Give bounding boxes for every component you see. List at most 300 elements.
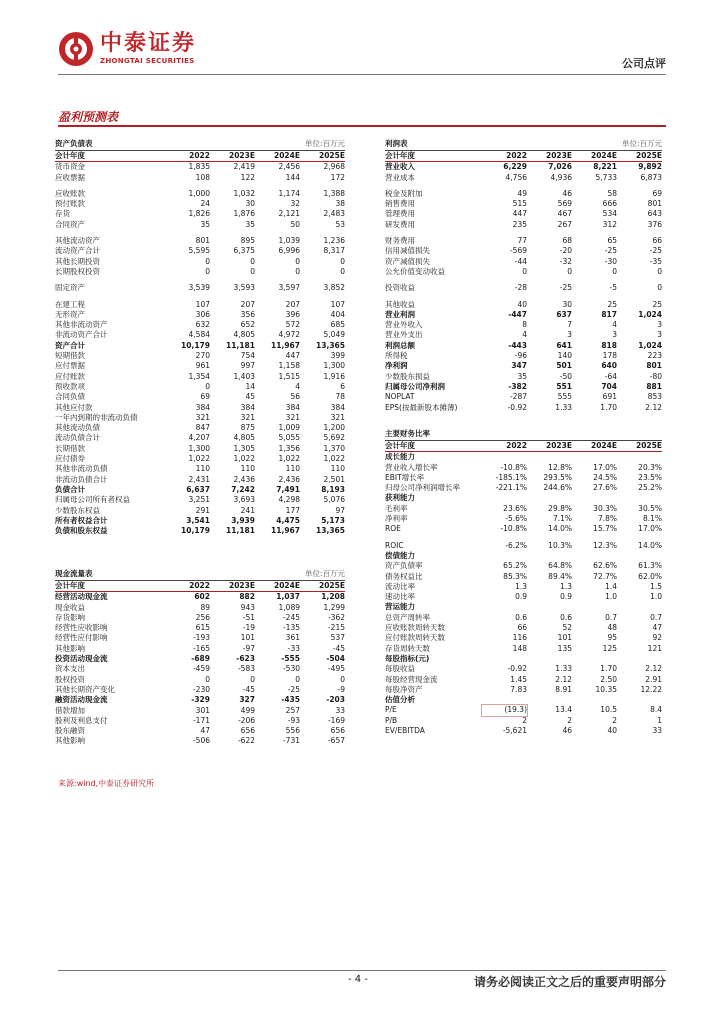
row-value: -504 xyxy=(326,654,345,664)
row-value: 361 xyxy=(285,633,300,643)
table-row xyxy=(55,695,345,705)
row-value: -495 xyxy=(327,664,345,674)
row-value: 3 xyxy=(567,330,572,340)
row-label: 营业收入 xyxy=(385,162,415,172)
row-value: 2,456 xyxy=(278,162,300,172)
row-value: -193 xyxy=(192,633,210,643)
row-label: 其他流动负债 xyxy=(55,423,100,433)
table-row xyxy=(55,623,345,633)
row-value: 997 xyxy=(240,361,255,371)
row-value xyxy=(572,695,617,705)
row-label: 流动比率 xyxy=(385,581,415,591)
row-value: 50 xyxy=(290,219,300,229)
row-value: 1,388 xyxy=(323,188,345,198)
table-row xyxy=(55,633,345,643)
table-row xyxy=(55,592,345,602)
table-row xyxy=(385,173,662,183)
row-label: 股东融资 xyxy=(55,726,85,736)
row-value: 5,173 xyxy=(321,515,345,525)
row-value: -5.6% xyxy=(505,514,527,524)
table-title: 现金流量表 xyxy=(55,569,93,578)
table-row xyxy=(55,726,345,736)
row-value: 602 xyxy=(194,592,210,602)
table-unit: 单位:百万元 xyxy=(304,569,345,578)
row-value: 499 xyxy=(240,705,255,715)
row-label: ROE xyxy=(385,524,401,534)
row-label: 公允价值变动收益 xyxy=(385,266,445,276)
row-value xyxy=(572,654,617,664)
year-header-label: 会计年度 xyxy=(55,581,85,590)
row-value: 321 xyxy=(240,412,255,422)
row-value: 1,032 xyxy=(233,188,255,198)
row-value: 2,431 xyxy=(188,474,210,484)
table-row xyxy=(55,464,345,474)
row-value: 23.6% xyxy=(503,503,527,513)
row-value xyxy=(572,602,617,612)
row-value: 33 xyxy=(652,726,662,736)
row-value: 1,300 xyxy=(188,443,210,453)
row-value: 0.7 xyxy=(650,612,662,622)
row-value: -33 xyxy=(287,643,300,653)
row-value: 3,852 xyxy=(323,283,345,293)
row-value: 244.6% xyxy=(543,483,572,493)
row-value: 356 xyxy=(240,309,255,319)
row-value: 818 xyxy=(601,340,617,350)
row-value: 78 xyxy=(335,392,345,402)
table-row xyxy=(385,463,662,473)
table-row xyxy=(385,623,662,633)
row-value: 6,229 xyxy=(503,162,527,172)
row-value: 207 xyxy=(285,299,300,309)
row-value: 2 xyxy=(567,715,572,725)
row-value: 4 xyxy=(522,330,527,340)
table-row xyxy=(385,551,662,561)
row-label: 应收账款周转天数 xyxy=(385,623,445,633)
row-value: 4 xyxy=(612,320,617,330)
row-value: 17.0% xyxy=(593,462,617,472)
row-value: 4,207 xyxy=(188,433,210,443)
row-value: 35 xyxy=(517,371,527,381)
row-value: 875 xyxy=(240,423,255,433)
year-header-1: 2023E xyxy=(546,151,572,160)
table-title-bar xyxy=(55,568,345,581)
row-value: 321 xyxy=(195,412,210,422)
table-row xyxy=(55,246,345,256)
row-value: 1,208 xyxy=(321,592,345,602)
row-value: 49 xyxy=(517,188,527,198)
row-value: -97 xyxy=(242,643,255,653)
table-row xyxy=(385,561,662,571)
table-row xyxy=(385,330,662,340)
row-value: -45 xyxy=(242,684,255,694)
year-header-label: 会计年度 xyxy=(385,441,415,450)
row-value: 8.1% xyxy=(642,514,662,524)
table-title: 主要财务比率 xyxy=(385,429,430,438)
row-value: 2,968 xyxy=(323,162,345,172)
row-value: 2.91 xyxy=(645,674,662,684)
row-value: 53 xyxy=(335,219,345,229)
row-value: 13,365 xyxy=(316,526,345,536)
row-value: 291 xyxy=(195,505,210,515)
row-label: 应收票据 xyxy=(55,172,85,182)
income-statement-table xyxy=(385,138,662,413)
row-value: 3,693 xyxy=(233,495,255,505)
row-value: 3,593 xyxy=(233,283,255,293)
row-value: -245 xyxy=(282,612,300,622)
table-row xyxy=(385,257,662,267)
row-value: 943 xyxy=(240,602,255,612)
row-value: 11,181 xyxy=(226,526,255,536)
table-row xyxy=(385,644,662,654)
row-value: 556 xyxy=(285,726,300,736)
row-value: 643 xyxy=(647,209,662,219)
table-row xyxy=(385,382,662,392)
row-value: 321 xyxy=(330,412,345,422)
table-row xyxy=(385,246,662,256)
row-value: 1,024 xyxy=(638,309,662,319)
row-label: EV/EBITDA xyxy=(385,726,425,736)
row-value: 637 xyxy=(556,309,572,319)
row-label: 其他收益 xyxy=(385,299,415,309)
year-header-2: 2024E xyxy=(591,441,617,450)
table-row xyxy=(55,603,345,613)
row-value: 3 xyxy=(657,320,662,330)
row-value: 0 xyxy=(205,256,210,266)
table-row xyxy=(55,423,345,433)
table-row xyxy=(55,283,345,293)
table-row xyxy=(385,514,662,524)
table-row xyxy=(385,664,662,674)
row-label: 偿债能力 xyxy=(385,550,415,560)
table-row xyxy=(385,602,662,612)
row-value: 515 xyxy=(512,199,527,209)
row-value: 46 xyxy=(562,726,572,736)
row-value: 2.12 xyxy=(645,664,662,674)
row-value: 1,158 xyxy=(278,361,300,371)
row-label: P/E xyxy=(385,705,397,715)
row-value: 2,436 xyxy=(233,474,255,484)
row-value: -459 xyxy=(192,664,210,674)
row-label: 营运能力 xyxy=(385,602,415,612)
row-label: 其他影响 xyxy=(55,736,85,746)
row-value: 1,515 xyxy=(278,371,300,381)
row-value: 11,967 xyxy=(271,526,300,536)
pe-highlight-value: (19.3) xyxy=(482,705,527,715)
row-value: 376 xyxy=(647,219,662,229)
row-value: -30 xyxy=(604,256,617,266)
row-value: -25 xyxy=(604,246,617,256)
row-value: 312 xyxy=(602,219,617,229)
header-divider xyxy=(58,74,666,75)
row-value: 1,022 xyxy=(188,454,210,464)
row-value: -9 xyxy=(337,684,345,694)
row-value: 0 xyxy=(657,283,662,293)
row-value: 1,022 xyxy=(278,454,300,464)
row-value: 6,873 xyxy=(640,172,662,182)
table-row xyxy=(385,300,662,310)
row-value: 58 xyxy=(607,188,617,198)
row-value: 89.4% xyxy=(548,571,572,581)
row-value: 30.5% xyxy=(638,503,662,513)
row-value xyxy=(527,654,572,664)
row-value: -287 xyxy=(509,392,527,402)
row-value: 177 xyxy=(285,505,300,515)
row-value: 5,076 xyxy=(323,495,345,505)
row-value: 0.7 xyxy=(605,612,617,622)
row-value: 12.8% xyxy=(548,462,572,472)
row-value: 7.83 xyxy=(510,684,527,694)
row-value: 4,805 xyxy=(233,433,255,443)
table-title-bar xyxy=(55,138,345,151)
row-value: 10.3% xyxy=(548,540,572,550)
row-value: 399 xyxy=(330,351,345,361)
table-row xyxy=(55,162,345,172)
year-header-2: 2024E xyxy=(274,151,300,160)
row-value: 27.6% xyxy=(593,483,617,493)
row-label: 研发费用 xyxy=(385,219,415,229)
row-value: 101 xyxy=(240,633,255,643)
row-label: 债务权益比 xyxy=(385,571,423,581)
row-label: 毛利率 xyxy=(385,503,408,513)
row-label: 净利润 xyxy=(385,361,408,371)
row-value: 1,835 xyxy=(188,162,210,172)
year-header-0: 2022 xyxy=(506,151,527,160)
row-label: 应收账款 xyxy=(55,188,85,198)
row-value: 0 xyxy=(567,266,572,276)
row-value xyxy=(572,551,617,561)
row-value: 5,055 xyxy=(278,433,300,443)
row-value: 7 xyxy=(567,320,572,330)
row-value: 108 xyxy=(195,172,210,182)
row-value: -25 xyxy=(649,246,662,256)
row-value: -45 xyxy=(332,643,345,653)
row-value: 1,000 xyxy=(188,188,210,198)
row-value: 0.6 xyxy=(560,612,572,622)
row-value: 5,692 xyxy=(323,433,345,443)
row-value: -51 xyxy=(242,612,255,622)
year-header-label: 会计年度 xyxy=(55,151,85,160)
row-value: -135 xyxy=(282,623,300,633)
table-row xyxy=(385,654,662,664)
row-value: 69 xyxy=(652,188,662,198)
logo-english-name: ZHONGTAI SECURITIES xyxy=(100,57,195,65)
row-value: 555 xyxy=(557,392,572,402)
year-header-3: 2025E xyxy=(636,441,662,450)
row-value: 1,299 xyxy=(323,602,345,612)
row-label: 流动资产合计 xyxy=(55,246,100,256)
document-type: 公司点评 xyxy=(622,57,666,70)
row-value: -28 xyxy=(514,283,527,293)
row-value: 10,179 xyxy=(181,340,210,350)
row-value: 384 xyxy=(240,402,255,412)
row-label: 其他非流动负债 xyxy=(55,464,108,474)
row-value: 241 xyxy=(240,505,255,515)
row-value: 0 xyxy=(250,674,255,684)
row-label: 营业收入增长率 xyxy=(385,462,438,472)
table-row xyxy=(55,351,345,361)
row-value: 882 xyxy=(239,592,255,602)
row-value: 2.12 xyxy=(645,402,662,412)
row-value: 1,009 xyxy=(278,423,300,433)
row-label: 无形资产 xyxy=(55,309,85,319)
row-value: 1,305 xyxy=(233,443,255,453)
row-label: 其他长期资产变化 xyxy=(55,684,115,694)
row-value: -169 xyxy=(327,715,345,725)
row-value: 33 xyxy=(335,705,345,715)
row-label: 应付票据 xyxy=(55,361,85,371)
row-value: 0 xyxy=(295,256,300,266)
row-value: -215 xyxy=(327,623,345,633)
row-value: 140 xyxy=(557,351,572,361)
row-value: 1,037 xyxy=(276,592,300,602)
row-value: 4,475 xyxy=(276,515,300,525)
row-value: 13.4 xyxy=(555,705,572,715)
row-value: 3,539 xyxy=(188,283,210,293)
year-header-row xyxy=(385,441,662,452)
row-value: 32 xyxy=(290,199,300,209)
financial-ratios-table xyxy=(385,428,662,736)
row-value: -206 xyxy=(237,715,255,725)
row-value: 0 xyxy=(250,256,255,266)
row-value: 301 xyxy=(195,705,210,715)
row-label: 一年内到期的非流动负债 xyxy=(55,412,138,422)
row-value: 895 xyxy=(240,236,255,246)
row-value: 7.8% xyxy=(597,514,617,524)
row-value: 0.9 xyxy=(515,592,527,602)
logo-chinese-name: 中泰证券 xyxy=(100,31,197,56)
row-value: 10.35 xyxy=(595,684,617,694)
table-row xyxy=(385,209,662,219)
table-row xyxy=(55,526,345,536)
row-value: 46 xyxy=(562,188,572,198)
table-row xyxy=(55,267,345,277)
row-value: 666 xyxy=(602,199,617,209)
row-value xyxy=(527,452,572,462)
row-label: 成长能力 xyxy=(385,452,415,462)
row-label: NOPLAT xyxy=(385,392,415,402)
table-row xyxy=(55,433,345,443)
row-value: 1,370 xyxy=(323,443,345,453)
row-value: 101 xyxy=(557,633,572,643)
row-label: 在建工程 xyxy=(55,299,85,309)
row-label: 财务费用 xyxy=(385,236,415,246)
row-value: -230 xyxy=(192,684,210,694)
row-value: 2.50 xyxy=(600,674,617,684)
row-value: 47 xyxy=(652,623,662,633)
row-value xyxy=(482,602,527,612)
row-value: 537 xyxy=(330,633,345,643)
row-value: 4,584 xyxy=(188,330,210,340)
table-row xyxy=(385,199,662,209)
row-value: 293.5% xyxy=(543,472,572,482)
row-label: 总资产周转率 xyxy=(385,612,430,622)
row-label: 营业成本 xyxy=(385,172,415,182)
row-value: 48 xyxy=(607,623,617,633)
row-label: 预付账款 xyxy=(55,199,85,209)
row-value xyxy=(482,493,527,503)
table-row xyxy=(385,320,662,330)
row-value: 2 xyxy=(612,715,617,725)
table-row xyxy=(385,392,662,402)
row-value xyxy=(482,695,527,705)
row-value: 1.3 xyxy=(515,581,527,591)
row-label: EPS(按最新股本摊薄) xyxy=(385,402,458,412)
row-value: 1,039 xyxy=(278,236,300,246)
row-label: 投资活动现金流 xyxy=(55,654,108,664)
row-value: -443 xyxy=(508,340,527,350)
row-value: 1,300 xyxy=(323,361,345,371)
row-value xyxy=(527,695,572,705)
row-value: -657 xyxy=(327,736,345,746)
row-value: -447 xyxy=(508,309,527,319)
table-row xyxy=(385,483,662,493)
row-value: -623 xyxy=(236,654,255,664)
row-label: 短期借款 xyxy=(55,351,85,361)
row-value: -329 xyxy=(191,695,210,705)
row-value: 4 xyxy=(295,381,300,391)
company-logo xyxy=(58,29,196,69)
section-divider xyxy=(58,125,666,127)
row-value: 17.0% xyxy=(638,524,662,534)
row-value: -10.8% xyxy=(500,524,527,534)
row-value: -10.8% xyxy=(500,462,527,472)
row-value: 24 xyxy=(200,199,210,209)
row-value: 652 xyxy=(240,320,255,330)
year-header-label: 会计年度 xyxy=(385,151,415,160)
row-value: 24.5% xyxy=(593,472,617,482)
row-value: 3,939 xyxy=(231,515,255,525)
table-row xyxy=(385,695,662,705)
row-value: 0 xyxy=(612,266,617,276)
row-value: -362 xyxy=(327,612,345,622)
table-row xyxy=(55,675,345,685)
row-value: 30 xyxy=(562,299,572,309)
row-label: 货币资金 xyxy=(55,162,85,172)
table-title: 资产负债表 xyxy=(55,139,93,148)
row-value: 1.33 xyxy=(555,664,572,674)
row-value: 754 xyxy=(240,351,255,361)
row-value: 4,936 xyxy=(550,172,572,182)
table-row xyxy=(55,341,345,351)
table-row xyxy=(55,330,345,340)
table-row xyxy=(55,664,345,674)
row-value: 122 xyxy=(240,172,255,182)
row-value: -731 xyxy=(282,736,300,746)
row-value: 68 xyxy=(562,236,572,246)
row-value: 92 xyxy=(652,633,662,643)
row-value: 641 xyxy=(556,340,572,350)
table-row xyxy=(55,382,345,392)
table-unit: 单位:百万元 xyxy=(621,139,662,148)
row-value: 8.91 xyxy=(555,684,572,694)
row-value: 25 xyxy=(607,299,617,309)
row-value: 1.4 xyxy=(605,581,617,591)
row-label: 存货周转天数 xyxy=(385,643,430,653)
row-value xyxy=(572,493,617,503)
row-value: 0.9 xyxy=(560,592,572,602)
row-value: 817 xyxy=(601,309,617,319)
row-value: 8,317 xyxy=(323,246,345,256)
year-header-2: 2024E xyxy=(274,581,300,590)
row-value: 384 xyxy=(195,402,210,412)
table-row xyxy=(55,485,345,495)
row-label: 估值分析 xyxy=(385,695,415,705)
row-value: -44 xyxy=(514,256,527,266)
row-value: 801 xyxy=(195,236,210,246)
row-value: 256 xyxy=(195,612,210,622)
row-label: 销售费用 xyxy=(385,199,415,209)
row-label: 负债合计 xyxy=(55,484,85,494)
